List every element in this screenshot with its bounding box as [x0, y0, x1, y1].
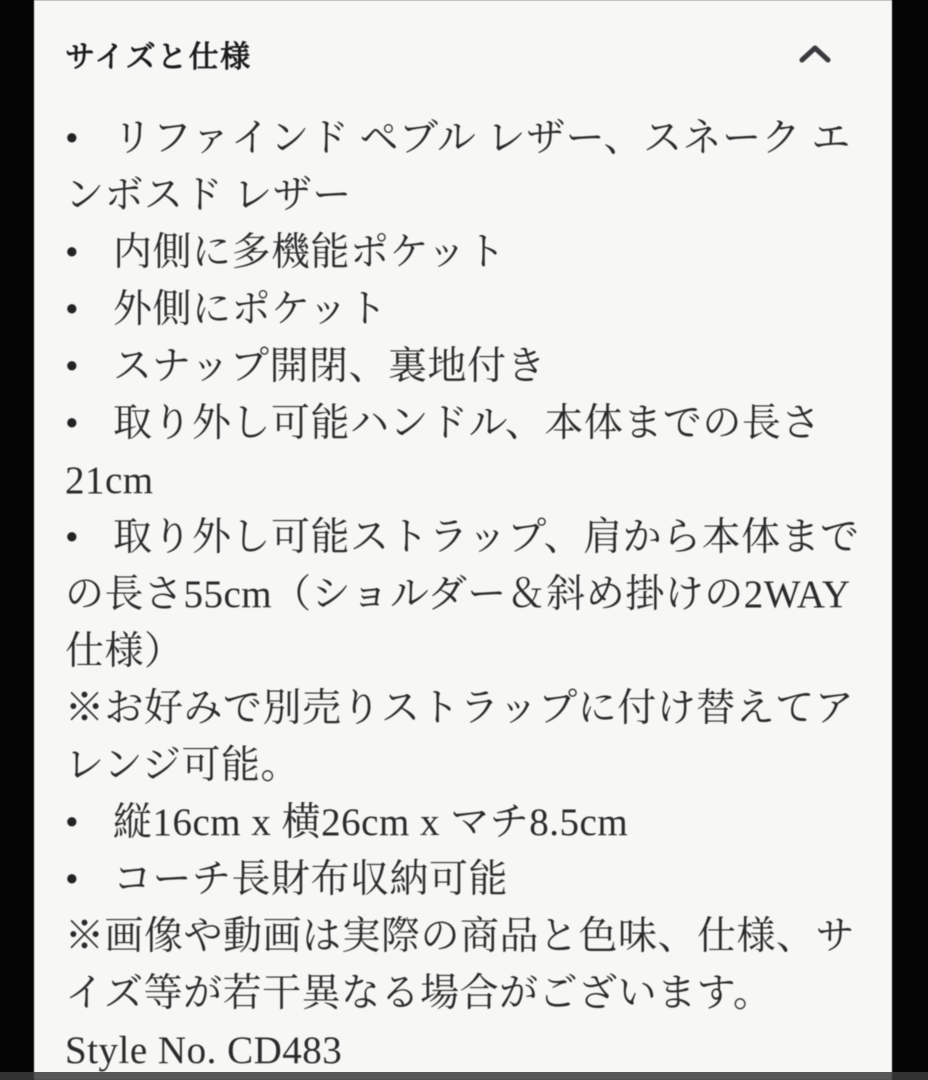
spec-lines [65, 110, 860, 1079]
spec-line [65, 851, 860, 908]
spec-line [65, 680, 860, 737]
spec-line-text: リファインド ペブル レザー、スネーク エ [113, 117, 851, 160]
spec-line-text: レンジ可能。 [65, 744, 301, 787]
bullet-dot: • [65, 117, 80, 160]
right-black-border [892, 0, 928, 1080]
spec-line-text: 取り外し可能ストラップ、肩から本体まで [113, 516, 860, 559]
spec-line [65, 338, 860, 395]
spec-line-text: ※お好みで別売りストラップに付け替えてア [65, 687, 855, 730]
spec-line [65, 794, 860, 851]
bullet-dot: • [65, 288, 80, 331]
section-title: サイズと仕様 [65, 41, 252, 74]
spec-line-text: 外側にポケット [113, 288, 388, 331]
bullet-dot: • [65, 231, 80, 274]
spec-line-text: ンボスド レザー [65, 174, 352, 217]
spec-line-text: の長さ55cm（ショルダー＆斜め掛けの2WAY [65, 573, 851, 616]
spec-line-text: 取り外し可能ハンドル、本体までの長さ [113, 402, 821, 445]
spec-line [65, 110, 860, 167]
spec-line-text: イズ等が若干異なる場合がございます。 [65, 972, 773, 1015]
spec-line [65, 509, 860, 566]
spec-line [65, 623, 860, 680]
chevron-up-icon[interactable] [798, 43, 832, 65]
size-spec-panel [34, 0, 892, 1080]
bullet-dot: • [65, 801, 80, 844]
spec-line-text: 仕様） [65, 630, 184, 673]
spec-line [65, 395, 860, 452]
spec-line [65, 1022, 860, 1079]
spec-line [65, 281, 860, 338]
spec-line [65, 566, 860, 623]
bullet-dot: • [65, 345, 80, 388]
spec-line-text: コーチ長財布収納可能 [113, 858, 509, 901]
bullet-dot: • [65, 516, 80, 559]
spec-line [65, 224, 860, 281]
left-black-border [0, 0, 34, 1080]
spec-section-header[interactable] [65, 30, 860, 78]
spec-line [65, 452, 860, 509]
spec-line-text: 21cm [65, 459, 154, 502]
spec-line [65, 737, 860, 794]
spec-line-text: スナップ開閉、裏地付き [113, 345, 546, 388]
bullet-dot: • [65, 402, 80, 445]
photo-bottom-edge [0, 1072, 928, 1080]
spec-line-text: Style No. CD483 [65, 1029, 343, 1072]
spec-line-text: 内側に多機能ポケット [113, 231, 507, 274]
spec-line [65, 167, 860, 224]
spec-line-text: 縦16cm x 横26cm x マチ8.5cm [113, 801, 629, 844]
bullet-dot: • [65, 858, 80, 901]
spec-line-text: ※画像や動画は実際の商品と色味、仕様、サ [65, 915, 856, 958]
spec-line [65, 908, 860, 965]
spec-line [65, 965, 860, 1022]
